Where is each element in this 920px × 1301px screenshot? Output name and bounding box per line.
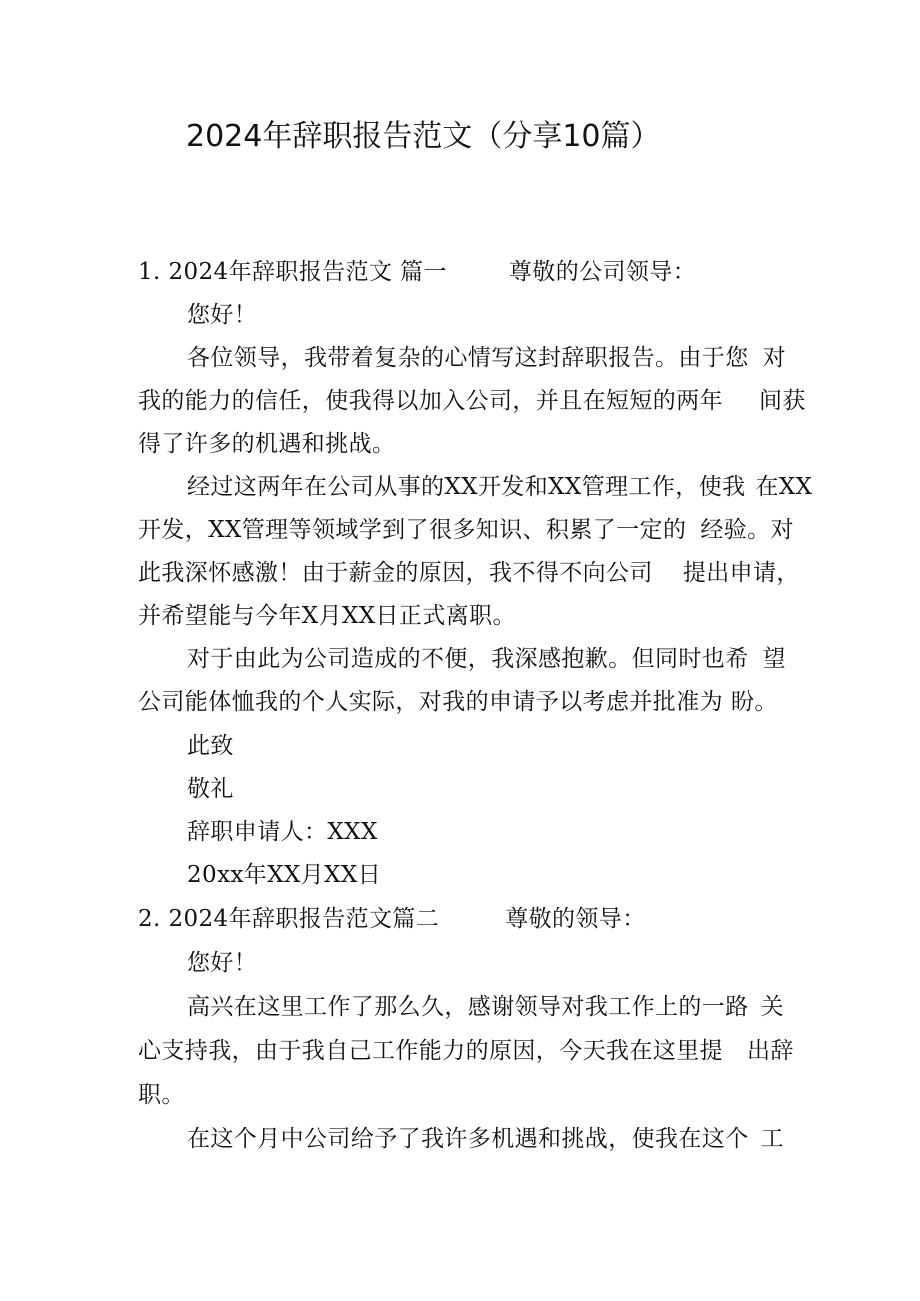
text-fragment: 出辞 — [747, 1038, 794, 1064]
text-fragment: 公司能体恤我的个人实际，对我的申请予以考虑并批准为 — [138, 689, 723, 715]
text-fragment: 提出申请， — [682, 560, 800, 586]
section-1-signer: 辞职申请人：XXX — [187, 819, 378, 845]
text-fragment: 心支持我，由于我自己工作能力的原因，今天我在这里提 — [138, 1038, 723, 1064]
section-1-p1-line-2 — [138, 386, 806, 416]
section-1-p3-line-2 — [138, 687, 778, 717]
text-fragment: 此我深怀感激！由于薪金的原因，我不得不向公司 — [138, 560, 653, 586]
section-1-salutation: 尊敬的公司领导： — [508, 259, 697, 285]
section-1-date: 20xx年XX月XX日 — [187, 862, 382, 888]
section-1-p1-line-3: 得了许多的机遇和挑战。 — [138, 431, 396, 457]
section-2-heading: 2. 2024年辞职报告范文篇二 — [138, 906, 440, 932]
text-fragment: 各位领导，我带着复杂的心情写这封辞职报告。由于您 — [187, 345, 749, 371]
text-fragment: 对 — [762, 345, 787, 371]
section-1-p1-line-1 — [187, 343, 786, 373]
section-1-p3-line-1 — [187, 644, 786, 674]
section-2-heading-line — [138, 904, 646, 934]
section-2-salutation: 尊敬的领导： — [505, 906, 646, 932]
section-2-greeting: 您好！ — [187, 950, 258, 976]
section-1-greeting: 您好！ — [187, 302, 258, 328]
section-1-p2-line-3 — [138, 558, 800, 588]
section-1-heading-line — [138, 257, 696, 287]
text-fragment: 望 — [762, 646, 787, 672]
section-2-p2-line-1 — [187, 1124, 784, 1154]
text-fragment: 我的能力的信任，使我得以加入公司，并且在短短的两年 — [138, 388, 723, 414]
section-1-closing-1: 此致 — [187, 733, 234, 759]
text-fragment: 间获 — [759, 388, 806, 414]
section-1-p2-line-1 — [187, 472, 812, 502]
text-fragment: 工 — [760, 1126, 785, 1152]
text-fragment: 在XX — [755, 474, 813, 500]
section-1-p2-line-4: 并希望能与今年X月XX日正式离职。 — [138, 603, 516, 629]
text-fragment: 经过这两年在公司从事的XX开发和XX管理工作，使我 — [187, 474, 746, 500]
section-2-p1-line-2 — [138, 1036, 794, 1066]
text-fragment: 在这个月中公司给予了我许多机遇和挑战，使我在这个 — [187, 1126, 749, 1152]
section-1-closing-2: 敬礼 — [187, 776, 234, 802]
section-1-p2-line-2 — [138, 515, 794, 545]
text-fragment: 高兴在这里工作了那么久，感谢领导对我工作上的一路 — [187, 994, 749, 1020]
text-fragment: 盼。 — [731, 689, 778, 715]
document-title: 2024年辞职报告范文（分享10篇） — [186, 119, 661, 154]
text-fragment: 开发，XX管理等领域学到了很多知识、积累了一定的 — [138, 517, 687, 543]
section-1-heading: 1. 2024年辞职报告范文 篇一 — [138, 259, 447, 285]
text-fragment: 对于由此为公司造成的不便，我深感抱歉。但同时也希 — [187, 646, 749, 672]
text-fragment: 关 — [760, 994, 785, 1020]
section-2-p1-line-1 — [187, 992, 784, 1022]
text-fragment: 经验。对 — [700, 517, 794, 543]
section-2-p1-line-3: 职。 — [138, 1082, 185, 1108]
